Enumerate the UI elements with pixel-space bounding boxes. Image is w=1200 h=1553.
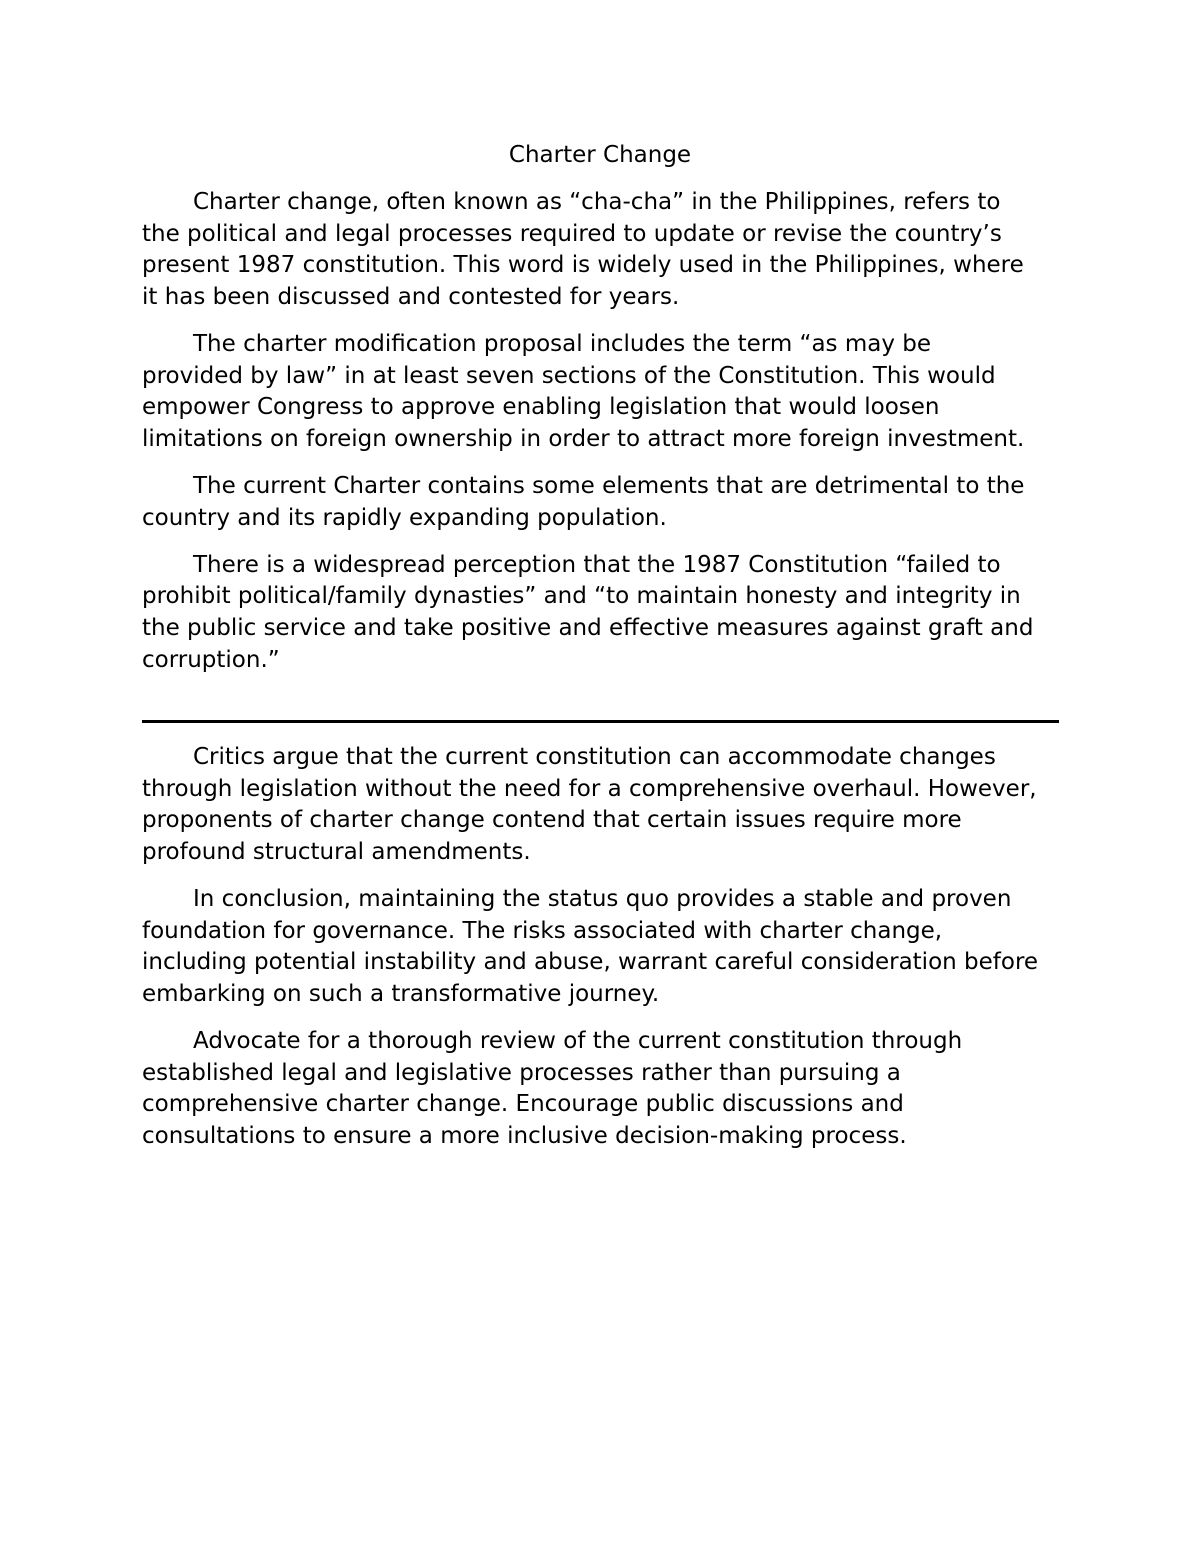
paragraph-line: consultations to ensure a more inclusive decision-making process. [142,1122,907,1149]
paragraph-line: prohibit political/family dynasties” and “to maintain honesty and integrity in [142,583,1021,610]
paragraph-line: including potential instability and abuse, warrant careful consideration before [142,949,1039,976]
paragraph-6 [142,884,1062,1010]
paragraph-5 [142,742,1062,868]
paragraph-line: the political and legal processes required to update or revise the country’s [142,220,1002,247]
paragraph-line: limitations on foreign ownership in order to attract more foreign investment. [142,425,1025,452]
document-title: Charter Change [508,142,692,168]
paragraph-line: it has been discussed and contested for years. [142,283,680,310]
paragraph-line: profound structural amendments. [142,838,531,865]
paragraph-line: Charter change, often known as “cha-cha” in the Philippines, refers to [193,189,1001,215]
horizontal-rule [142,720,1059,723]
paragraph-line: corruption.” [142,646,280,673]
paragraph-line: Advocate for a thorough review of the current constitution through [193,1027,963,1054]
paragraph-2 [142,329,1062,455]
paragraph-line: through legislation without the need for a comprehensive overhaul. However, [142,775,1037,802]
paragraph-line: proponents of charter change contend that certain issues require more [142,807,962,834]
paragraph-line: present 1987 constitution. This word is widely used in the Philippines, where [142,252,1024,279]
paragraph-line: established legal and legislative processes rather than pursuing a [142,1059,901,1086]
paragraph-3 [142,471,1062,534]
paragraph-line: empower Congress to approve enabling legislation that would loosen [142,394,940,421]
paragraph-line: foundation for governance. The risks associated with charter change, [142,917,943,944]
paragraph-7 [142,1026,1062,1152]
paragraph-1 [142,187,1062,313]
paragraph-line: The charter modification proposal includes the term “as may be [193,330,932,357]
paragraph-line: There is a widespread perception that the 1987 Constitution “failed to [193,551,1001,578]
paragraph-line: comprehensive charter change. Encourage public discussions and [142,1091,904,1118]
paragraph-line: The current Charter contains some elements that are detrimental to the [193,472,1025,499]
paragraph-line: provided by law” in at least seven sections of the Constitution. This would [142,362,996,389]
paragraph-line: country and its rapidly expanding population. [142,504,667,531]
section-2 [142,742,1062,1168]
paragraph-4 [142,550,1062,676]
paragraph-line: Critics argue that the current constitution can accommodate changes [193,744,996,770]
paragraph-line: In conclusion, maintaining the status quo provides a stable and proven [193,885,1012,912]
paragraph-line: the public service and take positive and effective measures against graft and [142,614,1034,641]
paragraph-line: embarking on such a transformative journey. [142,980,660,1007]
section-1 [142,187,1062,692]
